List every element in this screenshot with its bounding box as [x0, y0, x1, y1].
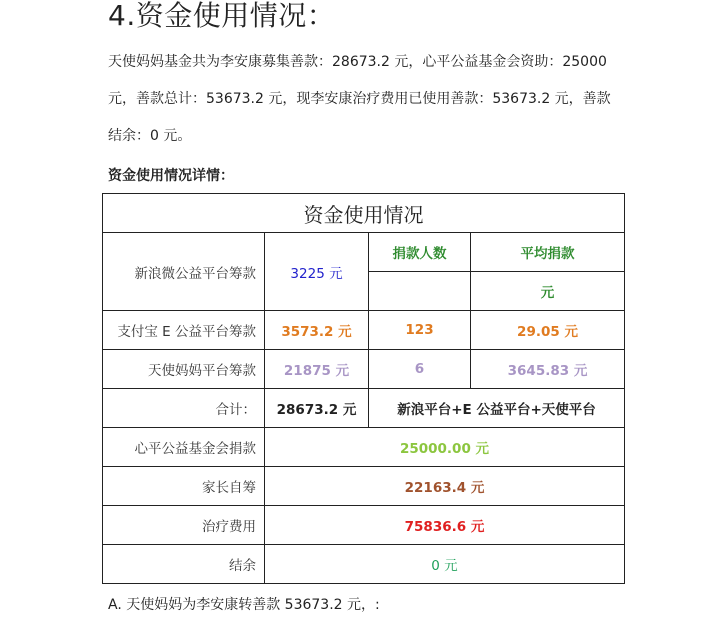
alipay-amount: 3573.2 元: [265, 311, 369, 350]
table-row-family: [103, 467, 625, 506]
details-subheading: 资金使用情况详情：: [108, 168, 234, 184]
summary-line-1: 天使妈妈基金共为李安康募集善款：28673.2 元，心平公益基金会资助：25000: [108, 54, 607, 70]
table-row-alipay: [103, 311, 625, 350]
xinping-label: 心平公益基金会捐款: [103, 428, 265, 467]
alipay-donors: 123: [369, 311, 471, 350]
table-row-sina-top: [103, 233, 625, 272]
table-row-total: [103, 389, 625, 428]
balance-amount: 0 元: [265, 545, 625, 584]
total-amount: 28673.2 元: [265, 389, 369, 428]
angel-label: 天使妈妈平台筹款: [103, 350, 265, 389]
sina-amount: 3225 元: [265, 233, 369, 311]
balance-label: 结余: [103, 545, 265, 584]
alipay-average: 29.05 元: [471, 311, 625, 350]
table-row-xinping: [103, 428, 625, 467]
summary-line-3: 结余：0 元。: [108, 128, 192, 144]
summary-line-2: 元，善款总计：53673.2 元，现李安康治疗费用已使用善款：53673.2 元，善款: [108, 91, 611, 107]
angel-amount: 21875 元: [265, 350, 369, 389]
xinping-amount: 25000.00 元: [265, 428, 625, 467]
family-amount: 22163.4 元: [265, 467, 625, 506]
table-row-angel: [103, 350, 625, 389]
table-row-balance: [103, 545, 625, 584]
table-title: 资金使用情况: [103, 194, 625, 233]
total-note: 新浪平台+E 公益平台+天使平台: [369, 389, 625, 428]
alipay-label: 支付宝 E 公益平台筹款: [103, 311, 265, 350]
average-header: 平均捐款: [471, 233, 625, 272]
sina-donors: [369, 272, 471, 311]
donors-header: 捐款人数: [369, 233, 471, 272]
angel-average: 3645.83 元: [471, 350, 625, 389]
sina-average: 元: [471, 272, 625, 311]
transfer-note: A. 天使妈妈为李安康转善款 53673.2 元，:: [108, 597, 380, 613]
total-label: 合计：: [103, 389, 265, 428]
section-heading: 4.资金使用情况：: [108, 0, 336, 32]
table-title-row: [103, 194, 625, 233]
family-label: 家长自筹: [103, 467, 265, 506]
treatment-amount: 75836.6 元: [265, 506, 625, 545]
treatment-label: 治疗费用: [103, 506, 265, 545]
fund-usage-table: [102, 193, 625, 584]
table-row-treatment: [103, 506, 625, 545]
angel-donors: 6: [369, 350, 471, 389]
sina-label: 新浪微公益平台筹款: [103, 233, 265, 311]
